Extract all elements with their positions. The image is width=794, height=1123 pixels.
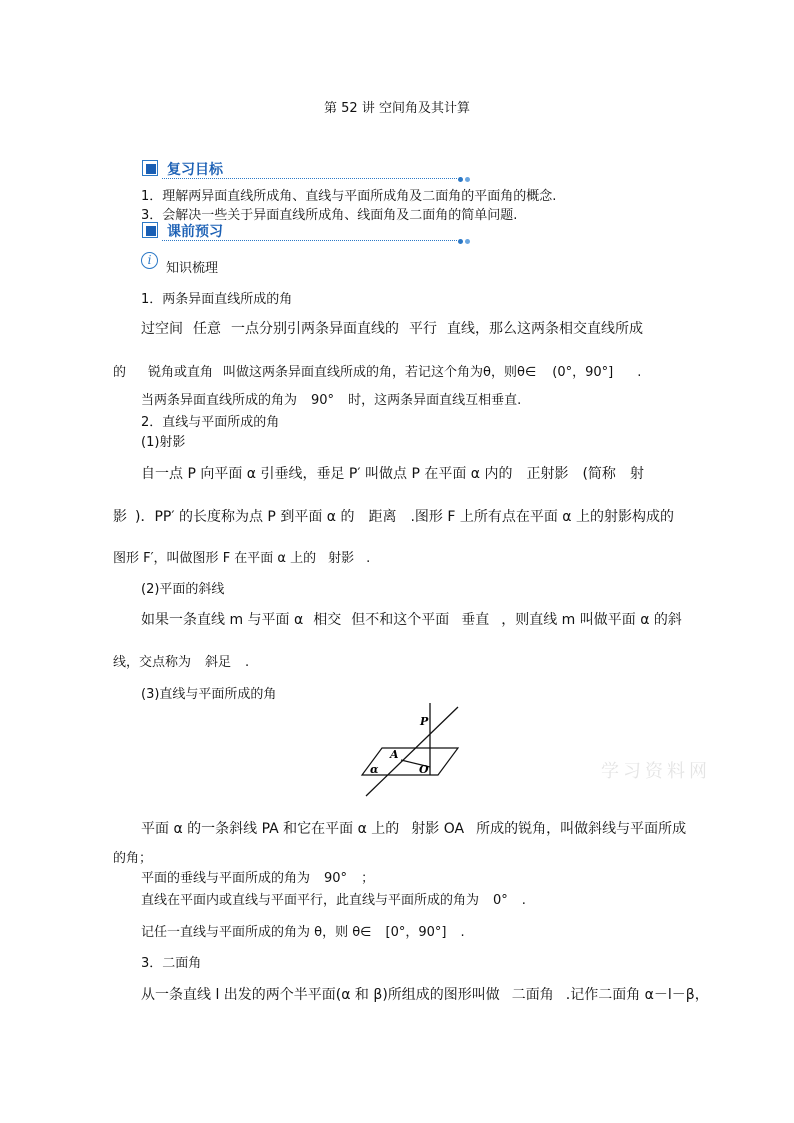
section-square-icon: [142, 222, 158, 238]
part2-para3-line2: 的角；: [113, 851, 153, 866]
part2-para1-line3: 图形 F′，叫做图形 F 在平面 α 上的 射影 .: [113, 547, 370, 566]
part1-line3: 当两条异面直线所成的角为 90° 时，这两条异面直线互相垂直.: [141, 393, 522, 408]
part2-para1-line1: 自一点 P 向平面 α 引垂线，垂足 P′ 叫做点 P 在平面 α 内的 正射影 (简称 射: [141, 463, 658, 483]
part2-para3-line1: 平面 α 的一条斜线 PA 和它在平面 α 上的 射影 OA 所成的锐角，叫做斜线与平面所成: [141, 818, 686, 838]
part2-sub2: (2)平面的斜线: [141, 582, 225, 597]
part2-para3-line3: 平面的垂线与平面所成的角为 90° ；: [141, 871, 375, 886]
fill-blank: 垂直: [461, 612, 490, 628]
fill-blank: 0°: [493, 893, 508, 908]
watermark: 学习资料网: [601, 761, 711, 782]
part1-line2: 的 锐角或直角 叫做这两条异面直线所成的角，若记这个角为θ，则θ∈ (0°，90°] .: [113, 361, 641, 380]
section-header-preview: [142, 221, 467, 241]
label-a: A: [390, 748, 399, 761]
label-p: P: [420, 715, 429, 728]
label-alpha: α: [370, 763, 379, 776]
part2-heading: 2．直线与平面所成的角: [141, 415, 280, 430]
fill-blank: 射影 OA: [411, 821, 465, 837]
part2-para2-line1: 如果一条直线 m 与平面 α 相交 但不和这个平面 垂直 ，则直线 m 叫做平面 α 的斜: [141, 609, 682, 629]
section-square-icon: [142, 160, 158, 176]
goal-item: 1．理解两异面直线所成角、直线与平面所成角及二面角的平面角的概念.: [141, 189, 557, 204]
fill-blank: 90°: [324, 871, 348, 886]
part3-line1: 从一条直线 l 出发的两个半平面(α 和 β)所组成的图形叫做 二面角 .记作二面角 α－l－β，: [141, 984, 709, 1004]
section-label: 复习目标: [167, 162, 223, 178]
goal-item: 3．会解决一些关于异面直线所成角、线面角及二面角的简单问题.: [141, 208, 518, 223]
section-label: 课前预习: [167, 224, 223, 240]
fill-blank: 平行: [409, 321, 437, 337]
part1-line1: 过空间 任意 一点分别引两条异面直线的 平行 直线，那么这两条相交直线所成: [141, 318, 643, 338]
fill-blank: 90°: [311, 393, 335, 408]
fill-blank: 射: [629, 466, 644, 482]
fill-blank: 距离: [368, 509, 397, 525]
page-title: 第 52 讲 空间角及其计算: [324, 101, 470, 116]
plane-projection-figure: [360, 703, 465, 798]
knowledge-icon: i: [141, 252, 158, 269]
fill-blank: 射影: [328, 551, 355, 566]
knowledge-label: 知识梳理: [166, 261, 219, 276]
fill-blank: 正射影: [526, 466, 569, 482]
part2-para3-line5: 记任一直线与平面所成的角为 θ，则 θ∈ [0°，90°] .: [141, 921, 465, 940]
fill-blank: (0°，90°]: [552, 365, 614, 380]
label-o: O: [419, 763, 429, 776]
fill-blank: 锐角或直角: [148, 365, 214, 380]
part1-heading: 1．两条异面直线所成的角: [141, 292, 293, 307]
part2-sub1: (1)射影: [141, 435, 186, 450]
fill-blank: [0°，90°]: [385, 925, 447, 940]
section-header-review: [142, 159, 467, 179]
fill-blank: 相交: [313, 612, 342, 628]
fill-blank: 斜足: [205, 655, 232, 670]
fill-blank: 任意: [193, 321, 221, 337]
part2-para3-line4: 直线在平面内或直线与平面平行，此直线与平面所成的角为 0° .: [141, 893, 526, 908]
part2-para2-line2: 线，交点称为 斜足 .: [113, 651, 249, 670]
part2-para1-line2: 影 )．PP′ 的长度称为点 P 到平面 α 的 距离 .图形 F 上所有点在平面 α 上的射影构成的: [113, 506, 674, 526]
fill-blank: 二面角: [511, 987, 554, 1003]
part2-sub3: (3)直线与平面所成的角: [141, 687, 277, 702]
part3-heading: 3．二面角: [141, 956, 202, 971]
